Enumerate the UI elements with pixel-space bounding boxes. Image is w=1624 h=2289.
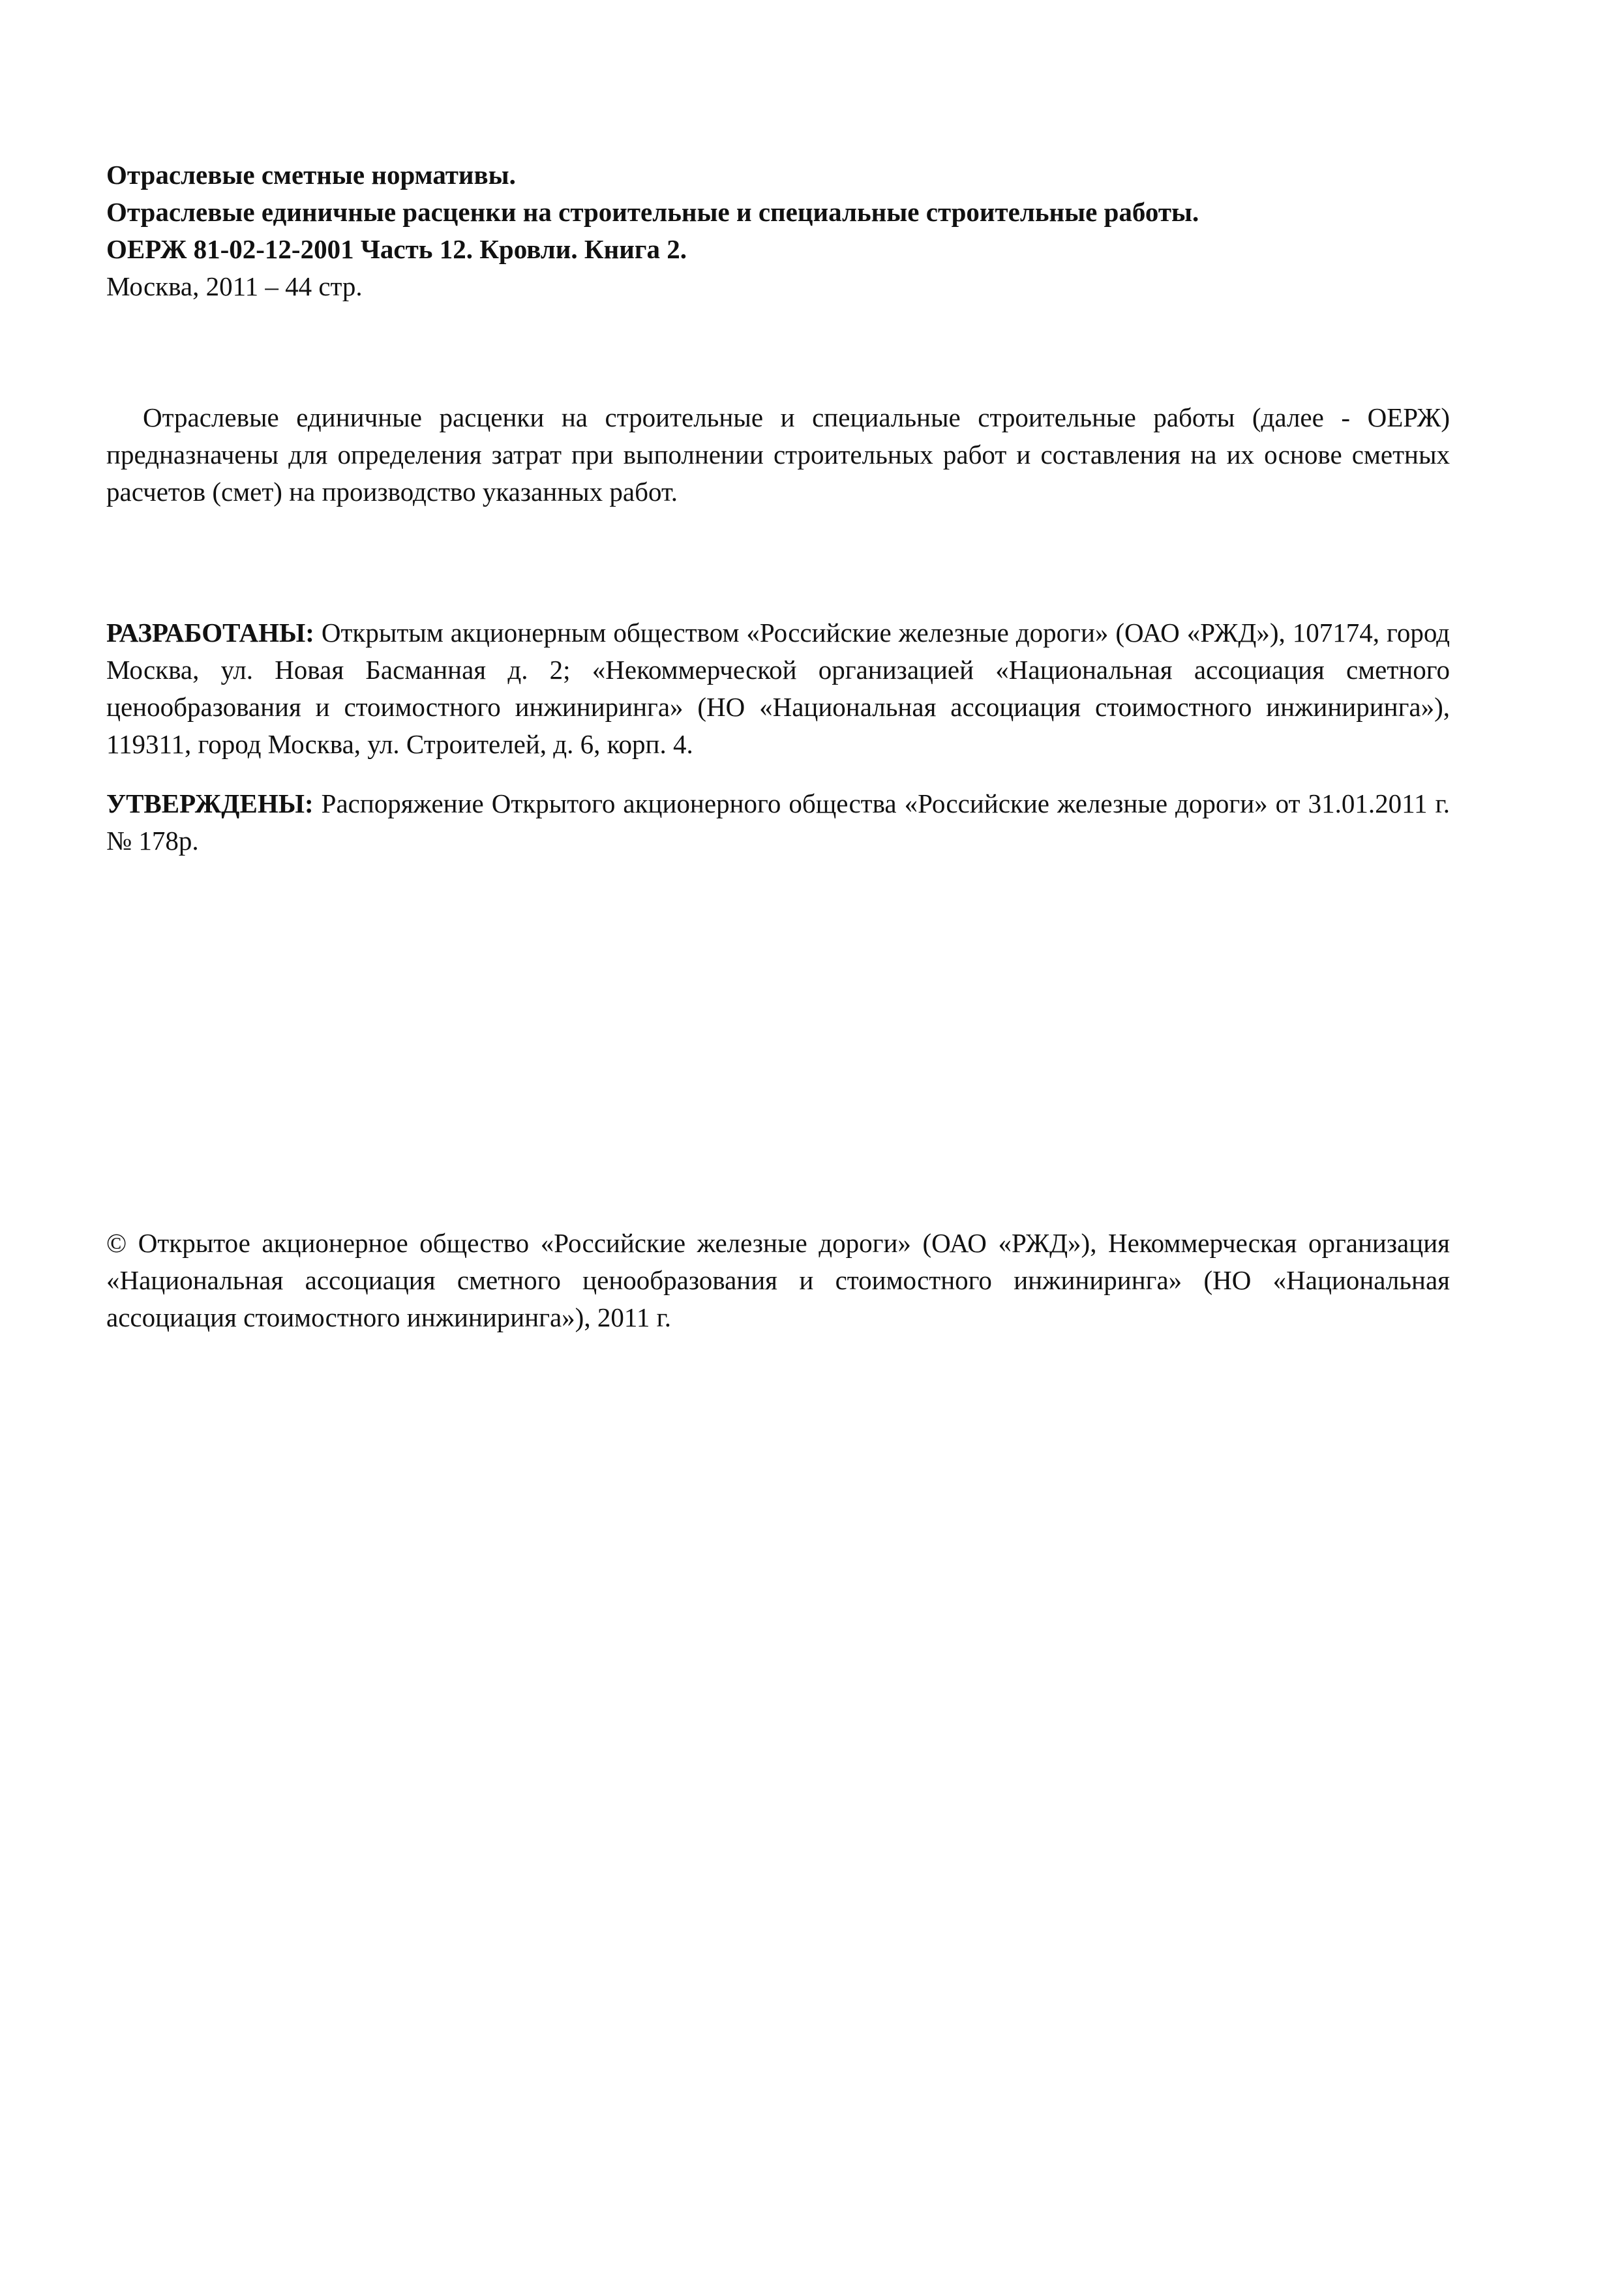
copyright-section (106, 1225, 1450, 1336)
publication-info: Москва, 2011 – 44 стр. (106, 271, 363, 301)
developed-label: РАЗРАБОТАНЫ: (106, 618, 314, 648)
developed-paragraph (106, 614, 1450, 763)
purpose-section (106, 399, 1450, 511)
document-header (106, 157, 1450, 305)
approved-label: УТВЕРЖДЕНЫ: (106, 788, 314, 818)
purpose-paragraph: Отраслевые единичные расценки на строительные и специальные строительные работы (далее - ОЕРЖ) предназначены для определения затрат при выполнении строительных работ и составления на их основе сметных расчетов (смет) на производство указанных работ. (106, 402, 1450, 507)
approved-paragraph (106, 785, 1450, 860)
developed-text: Открытым акционерным обществом «Российские железные дороги» (ОАО «РЖД»), 107174, город Москва, ул. Новая Басманная д. 2; «Некоммерческой организацией «Национальная ассоциация сметного ценообразования и стоимостного инжиниринга» (НО «Национальная ассоциация стоимостного инжиниринга»), 119311, город Москва, ул. Строителей, д. 6, корп. 4. (106, 618, 1450, 759)
copyright-paragraph: © Открытое акционерное общество «Российские железные дороги» (ОАО «РЖД»), Некоммерческая организация «Национальная ассоциация сметного ценообразования и стоимостного инжиниринга» (НО «Национальная ассоциация стоимостного инжиниринга»), 2011 г. (106, 1228, 1450, 1332)
collection-title: Отраслевые единичные расценки на строительные и специальные строительные работы. (106, 197, 1199, 227)
series-title: Отраслевые сметные нормативы. (106, 160, 516, 190)
approved-section (106, 785, 1450, 860)
approved-text: Распоряжение Открытого акционерного общества «Российские железные дороги» от 31.01.2011 г. № 178р. (106, 788, 1451, 856)
developed-section (106, 614, 1450, 763)
document-code-title: ОЕРЖ 81-02-12-2001 Часть 12. Кровли. Книга 2. (106, 234, 687, 264)
